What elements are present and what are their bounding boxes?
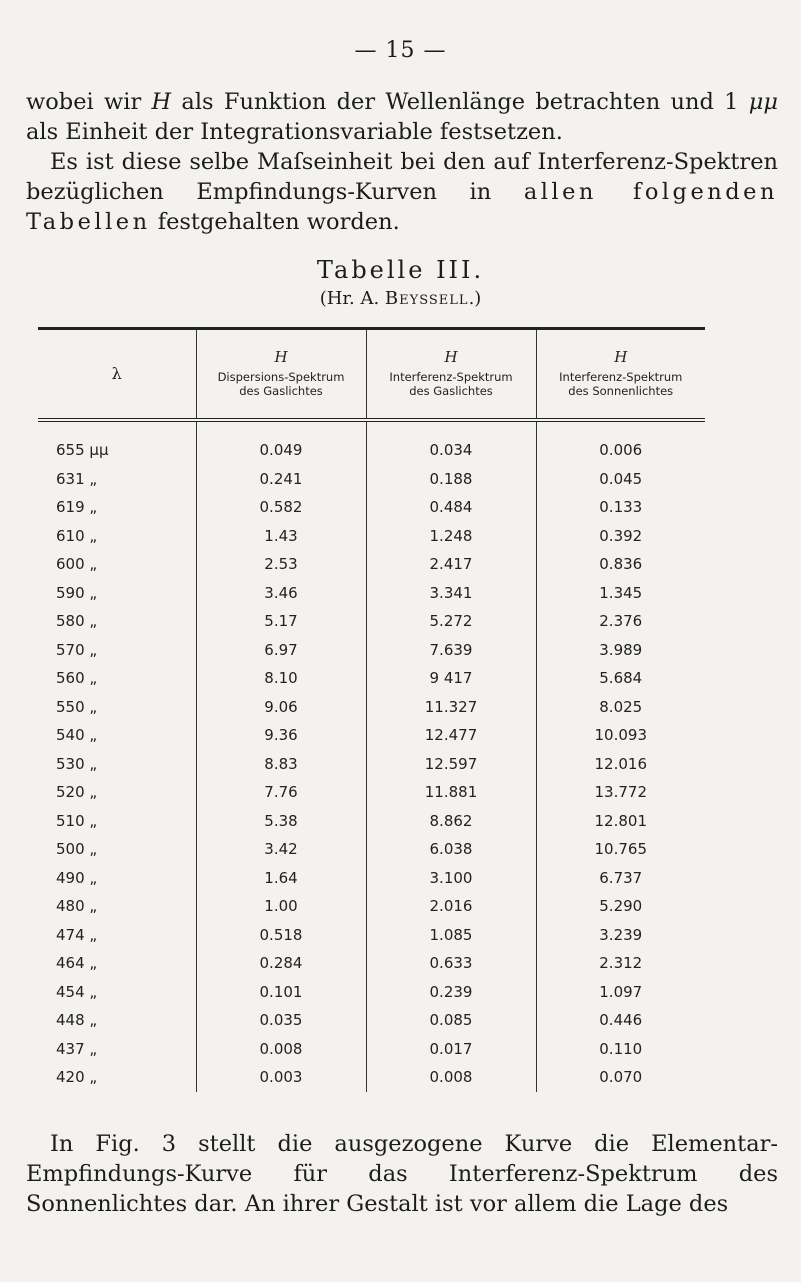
dispersion-gas-cell: 5.17 xyxy=(196,607,366,636)
table-row xyxy=(38,664,705,693)
interference-gas-cell: 1.085 xyxy=(366,921,536,950)
interference-gas-cell: 0.484 xyxy=(366,493,536,522)
table-row xyxy=(38,493,705,522)
dispersion-gas-cell: 0.101 xyxy=(196,978,366,1007)
wavelength-cell: 490 „ xyxy=(56,868,98,887)
table-row xyxy=(38,636,705,665)
intro-paragraph-2: Es ist diese selbe Maſseinheit bei den auf Interferenz-Spektren bezüglichen Empfindungs-Kurven in allen folgenden Tabellen festgehalten worden. xyxy=(26,149,778,235)
table-row xyxy=(38,465,705,494)
table-row xyxy=(38,420,705,465)
wavelength-cell: 550 „ xyxy=(56,697,98,716)
dispersion-gas-cell: 0.241 xyxy=(196,465,366,494)
wavelength-cell: 464 „ xyxy=(56,954,98,973)
wavelength-cell: 619 „ xyxy=(56,498,98,517)
table-row xyxy=(38,921,705,950)
wavelength-cell: 631 „ xyxy=(56,469,98,488)
dispersion-gas-cell: 0.008 xyxy=(196,1035,366,1064)
interference-gas-cell: 0.008 xyxy=(366,1063,536,1092)
interference-sun-cell: 0.045 xyxy=(536,465,705,494)
table-header-row xyxy=(38,329,705,421)
interference-gas-cell: 11.881 xyxy=(366,778,536,807)
dispersion-gas-cell: 3.46 xyxy=(196,579,366,608)
interference-gas-cell: 12.597 xyxy=(366,750,536,779)
closing-text xyxy=(26,1129,778,1219)
interference-sun-cell: 8.025 xyxy=(536,693,705,722)
table-row xyxy=(38,1063,705,1092)
table-title: Tabelle III. xyxy=(316,256,485,284)
interference-sun-cell: 13.772 xyxy=(536,778,705,807)
table-row xyxy=(38,864,705,893)
table-row xyxy=(38,607,705,636)
table-row xyxy=(38,949,705,978)
dispersion-gas-cell: 1.64 xyxy=(196,864,366,893)
table-row xyxy=(38,807,705,836)
interference-gas-cell: 12.477 xyxy=(366,721,536,750)
dispersion-gas-cell: 6.97 xyxy=(196,636,366,665)
dispersion-gas-cell: 0.518 xyxy=(196,921,366,950)
wavelength-cell: 590 „ xyxy=(56,583,98,602)
dispersion-gas-cell: 0.049 xyxy=(196,420,366,465)
dispersion-gas-cell: 8.83 xyxy=(196,750,366,779)
dispersion-gas-cell: 7.76 xyxy=(196,778,366,807)
interference-sun-cell: 1.097 xyxy=(536,978,705,1007)
interference-gas-cell: 0.034 xyxy=(366,420,536,465)
spaced-emphasis: allen folgenden Tabellen xyxy=(26,179,778,235)
interference-sun-cell: 2.376 xyxy=(536,607,705,636)
interference-sun-cell: 3.239 xyxy=(536,921,705,950)
interference-gas-cell: 0.188 xyxy=(366,465,536,494)
dispersion-gas-cell: 8.10 xyxy=(196,664,366,693)
interference-gas-cell: 8.862 xyxy=(366,807,536,836)
table-row xyxy=(38,1035,705,1064)
page-number: — 15 — xyxy=(354,38,447,63)
interference-gas-cell: 9 417 xyxy=(366,664,536,693)
dispersion-gas-cell: 1.43 xyxy=(196,522,366,551)
wavelength-cell: 520 „ xyxy=(56,783,98,802)
interference-sun-cell: 0.836 xyxy=(536,550,705,579)
dispersion-gas-cell: 9.36 xyxy=(196,721,366,750)
interference-gas-cell: 3.341 xyxy=(366,579,536,608)
wavelength-cell: 500 „ xyxy=(56,840,98,859)
interference-gas-cell: 3.100 xyxy=(366,864,536,893)
interference-sun-cell: 12.801 xyxy=(536,807,705,836)
interference-sun-cell: 12.016 xyxy=(536,750,705,779)
interference-gas-cell: 11.327 xyxy=(366,693,536,722)
table-row xyxy=(38,522,705,551)
interference-sun-cell: 0.392 xyxy=(536,522,705,551)
interference-gas-cell: 0.085 xyxy=(366,1006,536,1035)
wavelength-cell: 454 „ xyxy=(56,982,98,1001)
dispersion-gas-cell: 0.582 xyxy=(196,493,366,522)
interference-sun-cell: 2.312 xyxy=(536,949,705,978)
header-interference-gas: H Interferenz-Spektrum des Gaslichtes xyxy=(366,329,536,421)
interference-gas-cell: 5.272 xyxy=(366,607,536,636)
dispersion-gas-cell: 2.53 xyxy=(196,550,366,579)
wavelength-cell: 510 „ xyxy=(56,811,98,830)
header-wavelength: λ xyxy=(38,329,196,421)
table-row xyxy=(38,892,705,921)
table-row xyxy=(38,978,705,1007)
closing-paragraph: In Fig. 3 stellt die ausgezogene Kurve die Elementar-Empfindungs-Kurve für das Interferenz-Spektrum des Sonnenlichtes dar. An ihrer Gestalt ist vor allem die Lage des xyxy=(26,1131,778,1217)
interference-sun-cell: 5.290 xyxy=(536,892,705,921)
wavelength-cell: 560 „ xyxy=(56,669,98,688)
data-table xyxy=(38,327,705,1092)
interference-sun-cell: 0.006 xyxy=(536,420,705,465)
interference-sun-cell: 3.989 xyxy=(536,636,705,665)
interference-sun-cell: 6.737 xyxy=(536,864,705,893)
dispersion-gas-cell: 0.003 xyxy=(196,1063,366,1092)
table-row xyxy=(38,750,705,779)
dispersion-gas-cell: 0.035 xyxy=(196,1006,366,1035)
header-dispersion-gas: H Dispersions-Spektrum des Gaslichtes xyxy=(196,329,366,421)
interference-sun-cell: 0.133 xyxy=(536,493,705,522)
interference-sun-cell: 5.684 xyxy=(536,664,705,693)
h-symbol: H xyxy=(151,89,172,115)
interference-sun-cell: 0.070 xyxy=(536,1063,705,1092)
interference-gas-cell: 1.248 xyxy=(366,522,536,551)
wavelength-cell: 480 „ xyxy=(56,897,98,916)
header-interference-sun: H Interferenz-Spektrum des Sonnenlichtes xyxy=(536,329,705,421)
interference-gas-cell: 2.016 xyxy=(366,892,536,921)
wavelength-cell: 610 „ xyxy=(56,526,98,545)
wavelength-cell: 600 „ xyxy=(56,555,98,574)
table-row xyxy=(38,1006,705,1035)
wavelength-cell: 570 „ xyxy=(56,640,98,659)
table-body xyxy=(38,420,705,1092)
interference-sun-cell: 0.110 xyxy=(536,1035,705,1064)
table-row xyxy=(38,778,705,807)
unit-symbol: μμ xyxy=(748,89,778,115)
interference-gas-cell: 2.417 xyxy=(366,550,536,579)
wavelength-cell: 540 „ xyxy=(56,726,98,745)
interference-gas-cell: 0.239 xyxy=(366,978,536,1007)
table-row xyxy=(38,579,705,608)
interference-gas-cell: 7.639 xyxy=(366,636,536,665)
table-row xyxy=(38,721,705,750)
interference-sun-cell: 0.446 xyxy=(536,1006,705,1035)
table-row xyxy=(38,693,705,722)
dispersion-gas-cell: 5.38 xyxy=(196,807,366,836)
interference-gas-cell: 0.017 xyxy=(366,1035,536,1064)
author-name: Beyssell xyxy=(384,288,469,309)
dispersion-gas-cell: 0.284 xyxy=(196,949,366,978)
interference-gas-cell: 6.038 xyxy=(366,835,536,864)
wavelength-cell: 448 „ xyxy=(56,1011,98,1030)
interference-sun-cell: 1.345 xyxy=(536,579,705,608)
dispersion-gas-cell: 9.06 xyxy=(196,693,366,722)
table-source: (Hr. A. Beyssell.) xyxy=(319,288,482,309)
interference-sun-cell: 10.765 xyxy=(536,835,705,864)
wavelength-cell: 420 „ xyxy=(56,1068,98,1087)
table-row xyxy=(38,550,705,579)
wavelength-cell: 530 „ xyxy=(56,754,98,773)
wavelength-cell: 474 „ xyxy=(56,925,98,944)
dispersion-gas-cell: 1.00 xyxy=(196,892,366,921)
interference-sun-cell: 10.093 xyxy=(536,721,705,750)
wavelength-cell: 655 μμ xyxy=(56,441,109,460)
table-row xyxy=(38,835,705,864)
interference-gas-cell: 0.633 xyxy=(366,949,536,978)
wavelength-cell: 580 „ xyxy=(56,612,98,631)
intro-paragraph-1: wobei wir H als Funktion der Wellenlänge betrachten und 1 μμ als Einheit der Integrationsvariable festsetzen. xyxy=(26,89,778,145)
wavelength-cell: 437 „ xyxy=(56,1039,98,1058)
dispersion-gas-cell: 3.42 xyxy=(196,835,366,864)
intro-text xyxy=(26,87,778,237)
